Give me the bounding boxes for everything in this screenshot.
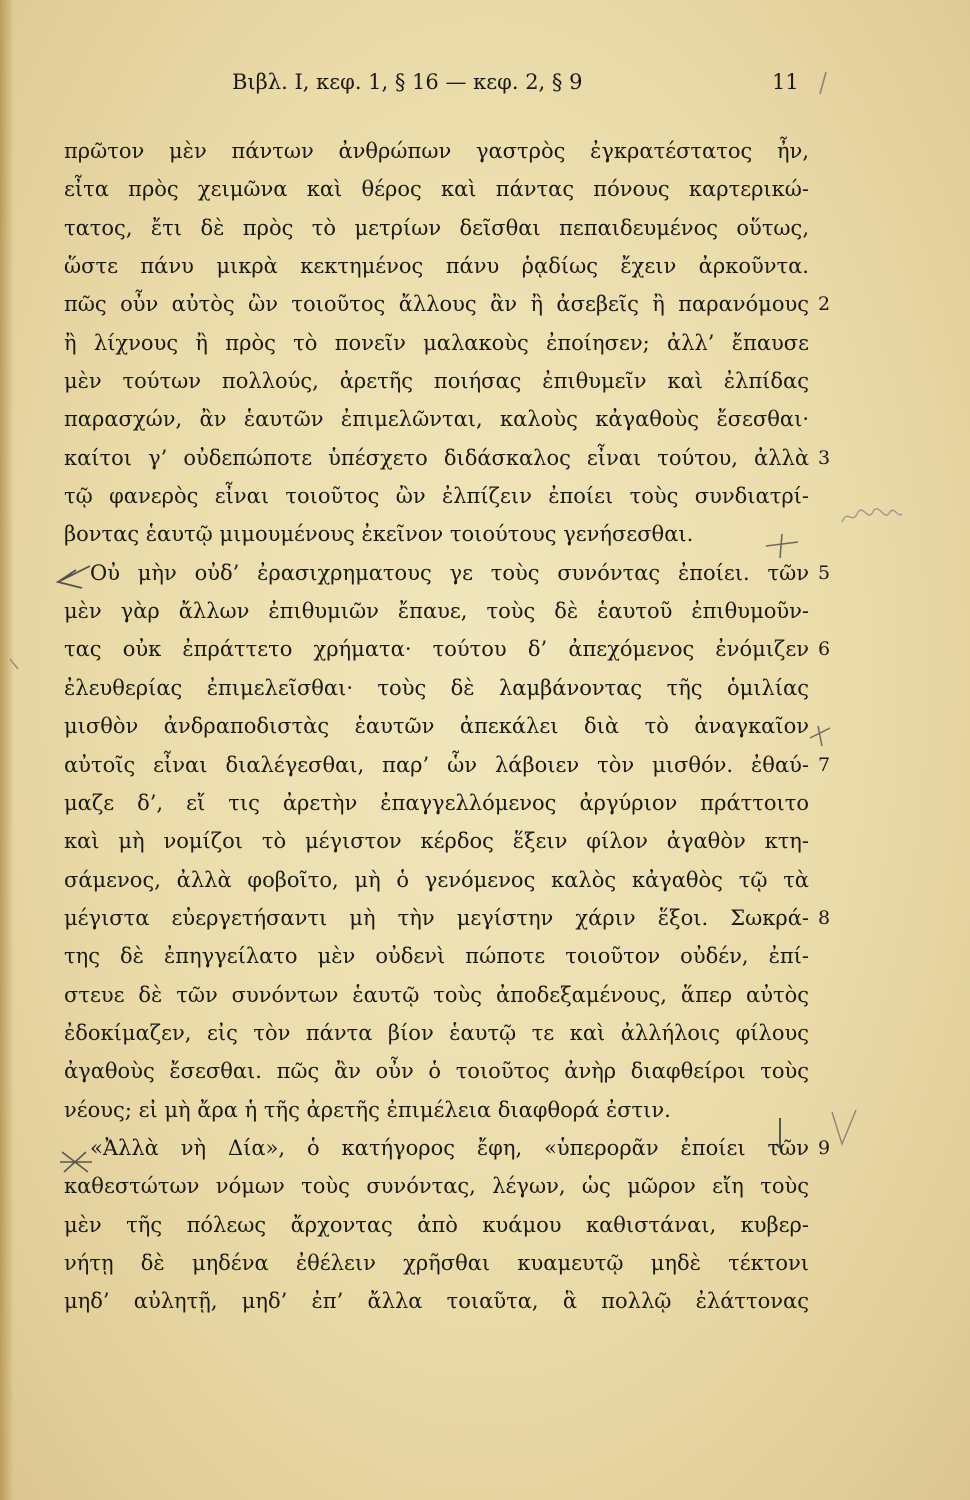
line-text: πῶς οὖν αὐτὸς ὢν τοιοῦτος ἄλλους ἂν ἢ ἀσεβεῖς ἢ παρανόμους: [64, 292, 809, 317]
line-text: ἢ λίχνους ἢ πρὸς τὸ πονεῖν μαλακοὺς ἐποίησεν; ἀλλ’ ἔπαυσε: [64, 330, 809, 355]
text-line: [64, 400, 809, 438]
line-text: καίτοι γ’ οὐδεπώποτε ὑπέσχετο διδάσκαλος εἶναι τούτου, ἀλλὰ: [64, 445, 809, 470]
text-line: [64, 132, 809, 170]
line-text: μὲν τῆς πόλεως ἄρχοντας ἀπὸ κυάμου καθιστάναι, κυβερ-: [64, 1212, 809, 1237]
page-edge-shadow: [0, 0, 14, 1500]
pencil-slash-mark: [812, 68, 832, 98]
line-text: μαζε δ’, εἴ τις ἀρετὴν ἐπαγγελλόμενος ἀργύριον πράττοιτο: [64, 790, 809, 815]
text-line: [64, 669, 809, 707]
text-line: [64, 746, 831, 784]
text-line: [64, 592, 809, 630]
text-line: [64, 861, 809, 899]
line-text: ἐδοκίμαζεν, εἰς τὸν πάντα βίον ἑαυτῷ τε καὶ ἀλλήλοις φίλους: [64, 1020, 809, 1045]
line-text: μέγιστα εὐεργετήσαντι μὴ τὴν μεγίστην χάριν ἕξοι. Σωκρά-: [64, 905, 809, 930]
text-line: [64, 1014, 809, 1052]
line-text: ἀγαθοὺς ἔσεσθαι. πῶς ἂν οὖν ὁ τοιοῦτος ἀνὴρ διαφθείροι τοὺς: [64, 1059, 809, 1084]
text-line: [64, 515, 809, 553]
line-text: ἐλευθερίας ἐπιμελεῖσθαι· τοὺς δὲ λαμβάνοντας τῆς ὁμιλίας: [64, 675, 809, 700]
section-number: 7: [818, 753, 831, 776]
section-number: 9: [818, 1136, 831, 1159]
line-text: μισθὸν ἀνδραποδιστὰς ἑαυτῶν ἀπεκάλει διὰ τὸ ἀναγκαῖον: [64, 714, 809, 739]
text-line: [64, 707, 809, 745]
page-number: 11: [772, 70, 799, 94]
line-text: νήτῃ δὲ μηδένα ἐθέλειν χρῆσθαι κυαμευτῷ μηδὲ τέκτονι: [64, 1250, 809, 1275]
line-text: της δὲ ἐπηγγείλατο μὲν οὐδενὶ πώποτε τοιοῦτον οὐδέν, ἐπί-: [64, 944, 809, 969]
text-line: [64, 976, 809, 1014]
line-text: τατος, ἔτι δὲ πρὸς τὸ μετρίων δεῖσθαι πεπαιδευμένος οὕτως,: [64, 215, 809, 240]
text-line: [64, 1091, 809, 1129]
section-number: 2: [818, 293, 831, 316]
line-text: αὐτοῖς εἶναι διαλέγεσθαι, παρ’ ὧν λάβοιεν τὸν μισθόν. ἐθαύ-: [64, 752, 809, 777]
text-line: [64, 554, 831, 592]
text-line: [64, 209, 809, 247]
line-text: Οὐ μὴν οὐδ’ ἐρασιχρηματους γε τοὺς συνόντας ἐποίει. τῶν: [90, 560, 809, 585]
text-line: [64, 1052, 809, 1090]
text-line: [64, 170, 809, 208]
line-text: πρῶτον μὲν πάντων ἀνθρώπων γαστρὸς ἐγκρατέστατος ἦν,: [64, 139, 809, 163]
pencil-v-mark: [826, 1106, 862, 1152]
line-text: μηδ’ αὐλητῇ, μηδ’ ἐπ’ ἄλλα τοιαῦτα, ἃ πολλῷ ἐλάττονας: [64, 1289, 809, 1314]
text-line: [64, 247, 809, 285]
line-text: καὶ μὴ νομίζοι τὸ μέγιστον κέρδος ἕξειν φίλον ἀγαθὸν κτη-: [64, 829, 809, 854]
line-text: νέους; εἰ μὴ ἄρα ἡ τῆς ἀρετῆς ἐπιμέλεια διαφθορά ἐστιν.: [64, 1097, 671, 1122]
text-line: [64, 630, 831, 668]
text-line: [64, 899, 831, 937]
line-text: βοντας ἑαυτῷ μιμουμένους ἐκεῖνον τοιούτους γενήσεσθαι.: [64, 522, 694, 547]
section-number: 6: [818, 638, 831, 661]
text-line: [64, 285, 831, 323]
line-text: μὲν γὰρ ἄλλων ἐπιθυμιῶν ἔπαυε, τοὺς δὲ ἑαυτοῦ ἐπιθυμοῦν-: [64, 599, 809, 624]
text-line: [64, 1167, 809, 1205]
text-line: [64, 822, 809, 860]
pencil-scribble-mark: [838, 500, 908, 530]
line-text: τῷ φανερὸς εἶναι τοιοῦτος ὢν ἐλπίζειν ἐποίει τοὺς συνδιατρί-: [64, 484, 809, 509]
line-text: σάμενος, ἀλλὰ φοβοῖτο, μὴ ὁ γενόμενος καλὸς κἀγαθὸς τῷ τὰ: [64, 867, 809, 892]
text-line: [64, 784, 809, 822]
line-text: παρασχών, ἂν ἑαυτῶν ἐπιμελῶνται, καλοὺς κἀγαθοὺς ἔσεσθαι·: [64, 407, 809, 432]
text-line: [64, 324, 809, 362]
running-head: Βιβλ. Ι, κεφ. 1, § 16 — κεφ. 2, § 9: [232, 70, 583, 94]
pencil-dash-mark: [6, 655, 26, 675]
text-line: [64, 1206, 809, 1244]
text-line: [64, 362, 809, 400]
section-number: 3: [818, 446, 831, 469]
text-line: [64, 477, 809, 515]
line-text: ὥστε πάνυ μικρὰ κεκτημένος πάνυ ῥᾳδίως ἔχειν ἀρκοῦντα.: [64, 254, 809, 279]
text-line: [64, 937, 809, 975]
line-text: καθεστώτων νόμων τοὺς συνόντας, λέγων, ὡς μῶρον εἴη τοὺς: [64, 1174, 809, 1199]
line-text: εἶτα πρὸς χειμῶνα καὶ θέρος καὶ πάντας πόνους καρτερικώ-: [64, 177, 809, 202]
line-text: τας οὐκ ἐπράττετο χρήματα· τούτου δ’ ἀπεχόμενος ἐνόμιζεν: [64, 637, 809, 662]
line-text: «Ἀλλὰ νὴ Δία», ὁ κατήγορος ἔφη, «ὑπερορᾶν ἐποίει τῶν: [90, 1135, 809, 1160]
body-text: [64, 132, 831, 1321]
text-line: [64, 1282, 809, 1320]
line-text: στευε δὲ τῶν συνόντων ἑαυτῷ τοὺς ἀποδεξαμένους, ἅπερ αὐτὸς: [64, 982, 809, 1007]
section-number: 5: [818, 561, 831, 584]
text-line: [64, 1129, 831, 1167]
line-text: μὲν τούτων πολλούς, ἀρετῆς ποιήσας ἐπιθυμεῖν καὶ ἐλπίδας: [64, 369, 809, 394]
section-number: 8: [818, 906, 831, 929]
text-line: [64, 1244, 809, 1282]
text-line: [64, 439, 831, 477]
